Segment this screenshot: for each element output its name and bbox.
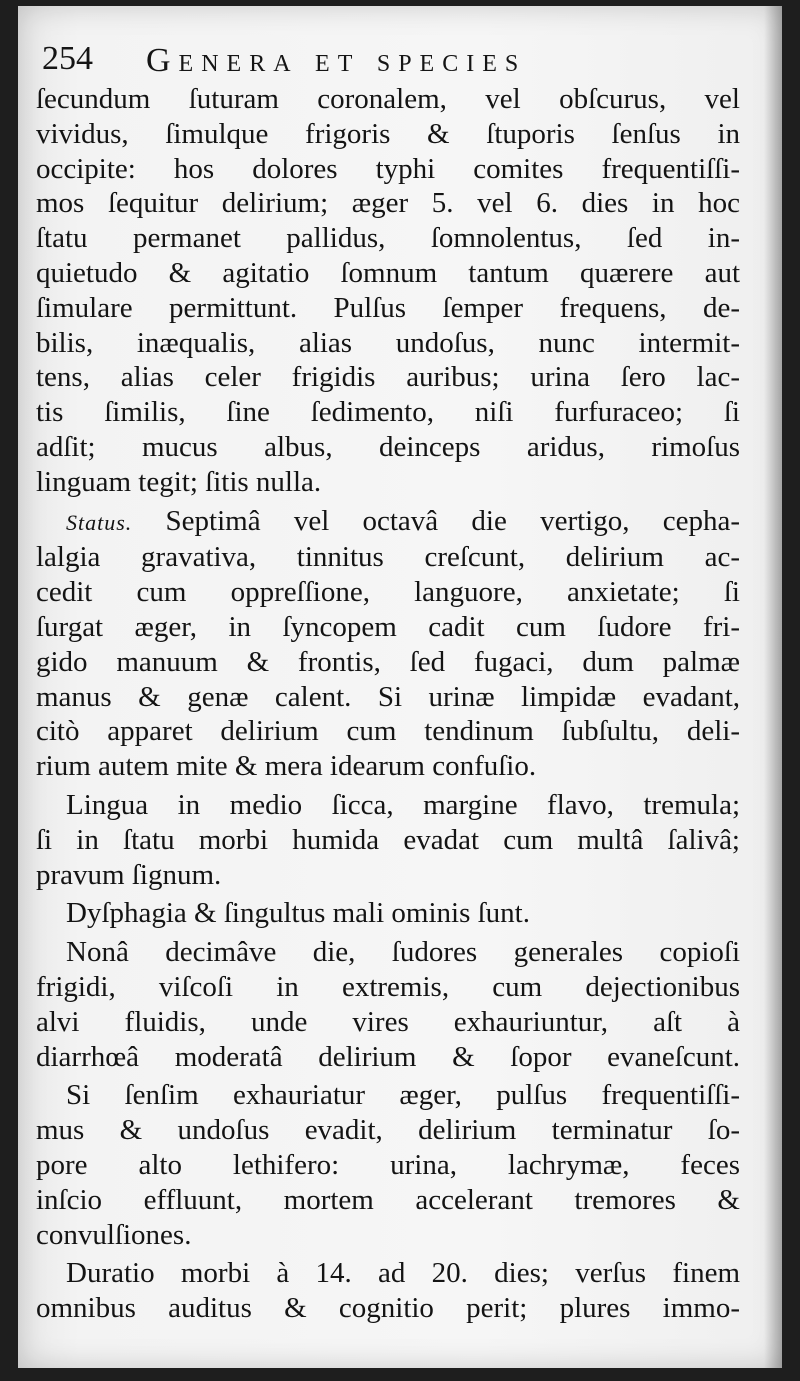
text-line: pore alto lethifero: urina, lachrymæ, feces [36, 1148, 740, 1181]
text-line: frigidi, viſcoſi in extremis, cum dejectionibus [36, 970, 740, 1003]
text-line: occipite: hos dolores typhi comites frequentiſſi- [36, 152, 740, 185]
text-line: Lingua in medio ſicca, margine flavo, tremula; [66, 788, 740, 821]
text-line: citò apparet delirium cum tendinum ſubſultu, deli- [36, 715, 740, 748]
text-line: Nonâ decimâve die, ſudores generales copioſi [66, 936, 740, 969]
text-line: diarrhœâ moderatâ delirium & ſopor evaneſcunt. [36, 1040, 740, 1073]
paragraph [36, 788, 740, 892]
text-line: rium autem mite & mera idearum confuſio. [36, 750, 537, 783]
page-header [42, 40, 652, 84]
text-line: mus & undoſus evadit, delirium terminatur ſo- [36, 1114, 740, 1147]
running-title: Genera et species [146, 42, 527, 79]
text-fragment: Septimâ vel octavâ die vertigo, cepha- [132, 504, 740, 537]
text-line: pravum ſignum. [36, 858, 222, 891]
paragraph [36, 1256, 740, 1326]
text-line: vividus, ſimulque frigoris & ſtuporis ſenſus in [36, 117, 740, 150]
text-line: quietudo & agitatio ſomnum tantum quærere aut [36, 256, 740, 289]
paragraph [36, 935, 740, 1074]
paragraph [36, 504, 740, 784]
text-line: ſi in ſtatu morbi humida evadat cum multâ ſalivâ; [36, 823, 740, 856]
paragraph [36, 1078, 740, 1252]
paragraph [36, 82, 740, 500]
text-line: bilis, inæqualis, alias undoſus, nunc intermit- [36, 326, 740, 359]
page-number: 254 [42, 40, 93, 77]
text-line: alvi fluidis, unde vires exhauriuntur, aſt à [36, 1005, 740, 1038]
text-line: mos ſequitur delirium; æger 5. vel 6. dies in hoc [36, 187, 740, 220]
text-line: ſimulare permittunt. Pulſus ſemper frequens, de- [36, 291, 740, 324]
text-line: ſtatu permanet pallidus, ſomnolentus, ſed in- [36, 222, 740, 255]
text-line: inſcio effluunt, mortem accelerant tremores & [36, 1183, 740, 1216]
page-body [36, 82, 740, 1326]
text-line: gido manuum & frontis, ſed fugaci, dum palmæ [36, 645, 740, 678]
text-line: tis ſimilis, ſine ſedimento, niſi furfuraceo; ſi [36, 396, 740, 429]
text-line: Dyſphagia & ſingultus mali ominis ſunt. [66, 897, 530, 930]
status-heading: Status. [66, 509, 133, 535]
text-line: linguam tegit; ſitis nulla. [36, 465, 322, 498]
text-line: lalgia gravativa, tinnitus creſcunt, delirium ac- [36, 541, 740, 574]
text-line: ſurgat æger, in ſyncopem cadit cum ſudore fri- [36, 610, 740, 643]
text-line: Si ſenſim exhauriatur æger, pulſus frequentiſſi- [66, 1079, 740, 1112]
text-line: cedit cum oppreſſione, languore, anxietate; ſi [36, 576, 740, 609]
text-line: ſecundum ſuturam coronalem, vel obſcurus, vel [36, 83, 740, 115]
text-line [36, 504, 740, 541]
paragraph [36, 896, 740, 931]
text-line: adſit; mucus albus, deinceps aridus, rimoſus [36, 430, 740, 463]
text-line: Duratio morbi à 14. ad 20. dies; verſus finem [66, 1257, 740, 1290]
page-edge-shadow [764, 6, 782, 1368]
text-line: manus & genæ calent. Si urinæ limpidæ evadant, [36, 680, 740, 713]
text-line: omnibus auditus & cognitio perit; plures immo- [36, 1292, 740, 1325]
text-line: convulſiones. [36, 1218, 192, 1251]
text-line: tens, alias celer frigidis auribus; urina ſero lac- [36, 361, 740, 394]
